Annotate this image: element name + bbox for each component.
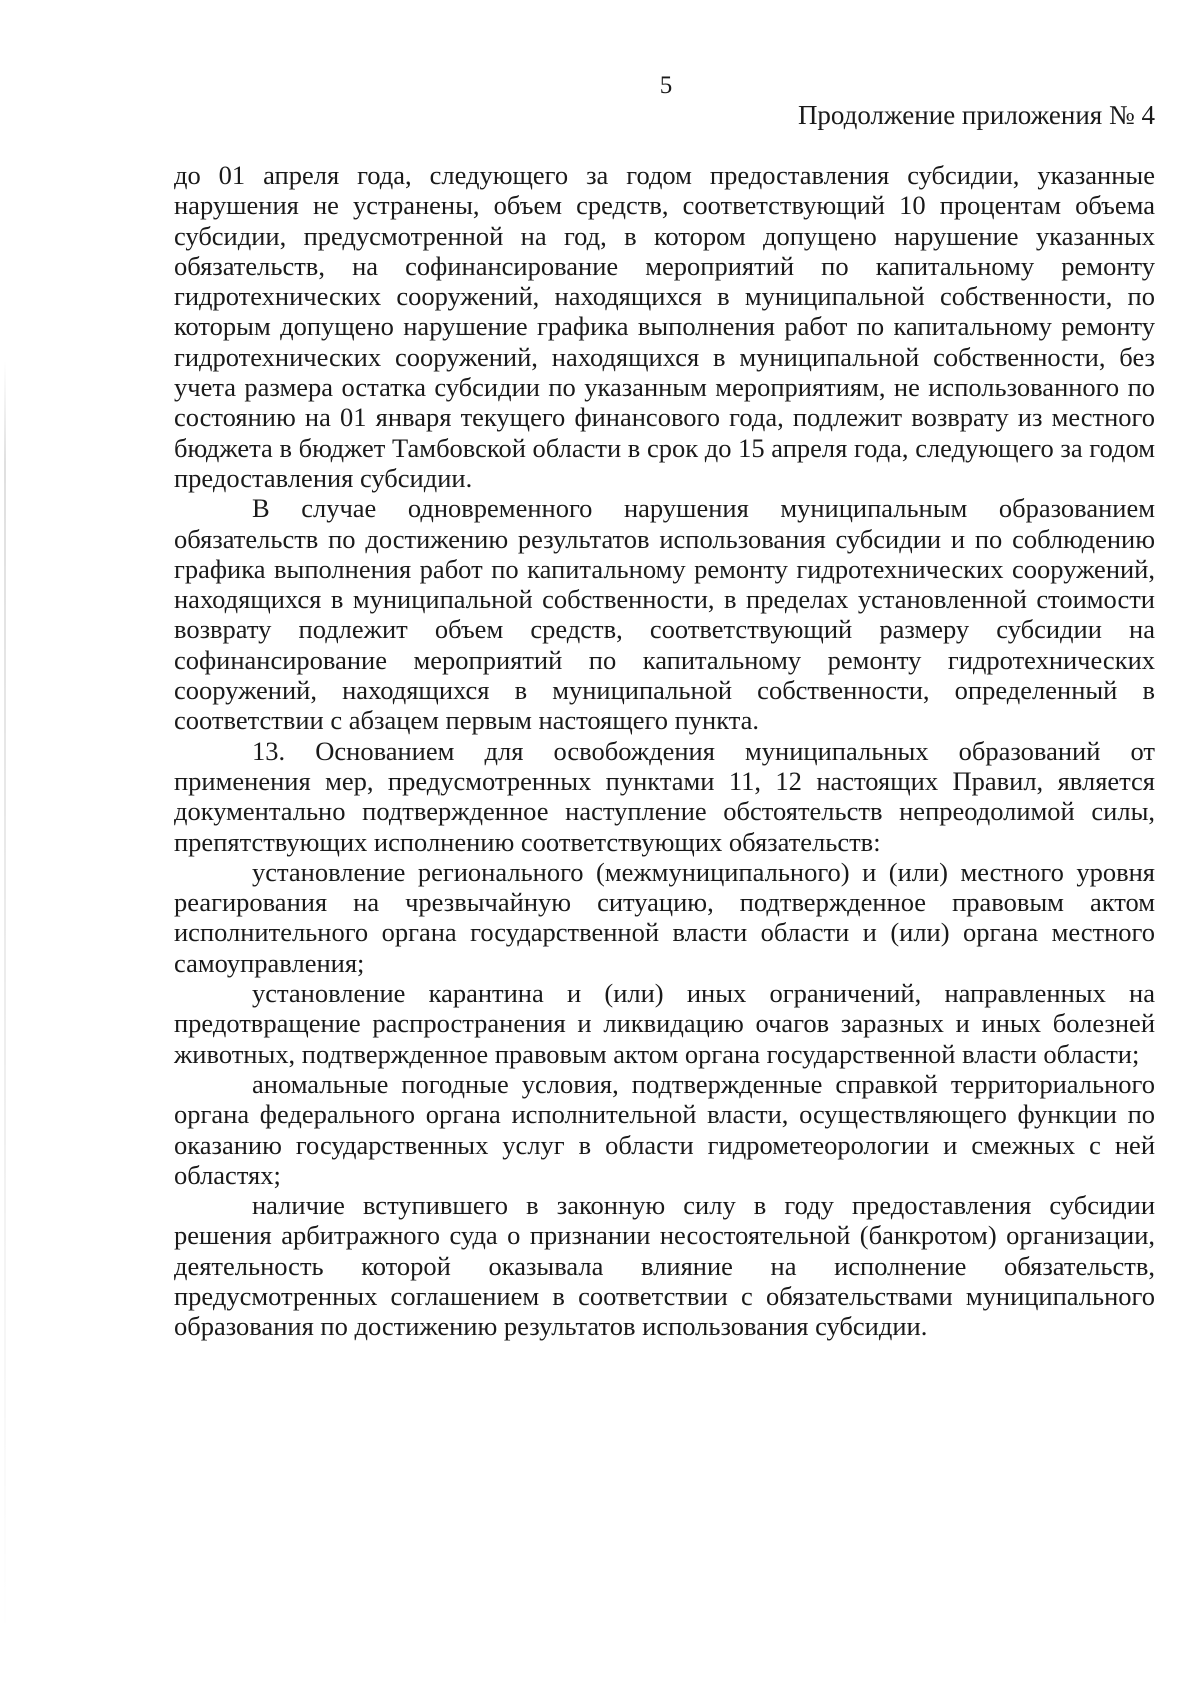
paragraph-anomalous-weather: аномальные погодные условия, подтвержденные справкой территориального органа федерального органа исполнительной власти, осуществляющего функции по оказанию государственных услуг в области гидрометеорологии и смежных с ней областях; xyxy=(174,1068,1155,1190)
appendix-continuation-header: Продолжение приложения № 4 xyxy=(797,100,1155,130)
paragraph-item-13: 13. Основанием для освобождения муниципальных образований от применения мер, предусмотренных пунктами 11, 12 настоящих Правил, является документально подтвержденное наступление обстоятельств непреодолимой силы, препятствующих исполнению соответствующих обязательств: xyxy=(174,735,1155,857)
paragraph-simultaneous-violation: В случае одновременного нарушения муниципальным образованием обязательств по достижению результатов использования субсидии и по соблюдению графика выполнения работ по капитальному ремонту гидротехнических сооружений, находящихся в муниципальной собственности, в пределах установленной стоимости возврату подлежит объем средств, соответствующий размеру субсидии на софинансирование мероприятий по капитальному ремонту гидротехнических сооружений, находящихся в муниципальной собственности, определенный в соответствии с абзацем первым настоящего пункта. xyxy=(174,493,1155,736)
scan-edge-shadow xyxy=(4,360,6,1640)
page-number: 5 xyxy=(659,72,673,99)
paragraph-quarantine: установление карантина и (или) иных ограничений, направленных на предотвращение распространения и ликвидацию очагов заразных и иных болезней животных, подтвержденное правовым актом органа государственной власти области; xyxy=(174,978,1155,1069)
paragraph-emergency-response: установление регионального (межмуниципального) и (или) местного уровня реагирования на чрезвычайную ситуацию, подтвержденное правовым актом исполнительного органа государственной власти области и (или) органа местного самоуправления; xyxy=(174,856,1155,978)
paragraph-arbitration-court: наличие вступившего в законную силу в году предоставления субсидии решения арбитражного суда о признании несостоятельной (банкротом) организации, деятельность которой оказывала влияние на исполнение обязательств, предусмотренных соглашением в соответствии с обязательствами муниципального образования по достижению результатов использования субсидии. xyxy=(174,1190,1155,1342)
document-body xyxy=(174,160,1155,1342)
paragraph-continuation: до 01 апреля года, следующего за годом предоставления субсидии, указанные нарушения не устранены, объем средств, соответствующий 10 процентам объема субсидии, предусмотренной на год, в котором допущено нарушение указанных обязательств, на софинансирование мероприятий по капитальному ремонту гидротехнических сооружений, находящихся в муниципальной собственности, по которым допущено нарушение графика выполнения работ по капитальному ремонту гидротехнических сооружений, находящихся в муниципальной собственности, без учета размера остатка субсидии по указанным мероприятиям, не использованного по состоянию на 01 января текущего финансового года, подлежит возврату из местного бюджета в бюджет Тамбовской области в срок до 15 апреля года, следующего за годом предоставления субсидии. xyxy=(174,160,1155,493)
